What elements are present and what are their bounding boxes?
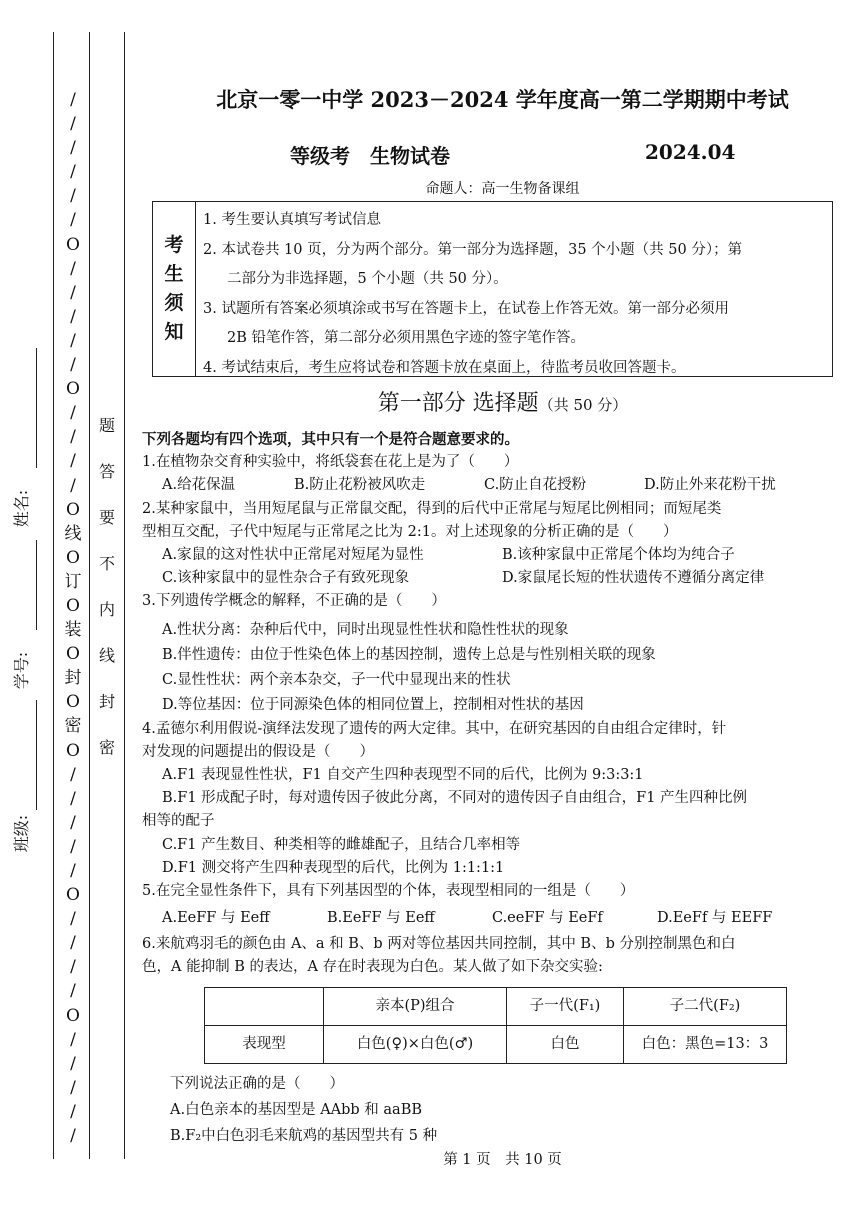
binding-warning-char: 封 — [98, 692, 115, 711]
option: D.EeFf 与 EEFF — [657, 910, 773, 927]
binding-seal-char: / — [70, 258, 76, 279]
binding-seal-char: / — [70, 861, 76, 881]
question-1-stem: 1.在植物杂交育种实验中，将纸袋套在花上是为了（ ） — [142, 454, 519, 471]
notice-item: 1. 考生要认真填写考试信息 — [203, 212, 381, 228]
question-6-prompt: 下列说法正确的是（ ） — [170, 1075, 344, 1092]
binding-seal-char: O — [66, 379, 80, 400]
question-2-options-ab — [142, 544, 854, 567]
option: B.F1 形成配子时，每对遗传因子彼此分离，不同对的遗传因子自由组合，F1 产生四种比例 — [162, 790, 748, 807]
binding-line-left — [53, 32, 54, 1159]
question-2-options-cd — [142, 567, 854, 590]
binding-warning-column — [92, 418, 122, 786]
option-cont: 相等的配子 — [142, 813, 215, 830]
question-2-stem: 2.某种家鼠中，当用短尾鼠与正常鼠交配，得到的后代中正常尾与短尾比例相同；而短尾类 — [142, 500, 722, 517]
table-cell: 白色 — [507, 1025, 624, 1063]
notice-label-char: 知 — [164, 321, 184, 343]
binding-seal-char: / — [70, 1101, 76, 1122]
binding-seal-char: O — [66, 692, 80, 713]
table-header-cell: 子二代(F₂) — [624, 987, 787, 1025]
id-field-line — [36, 700, 37, 810]
binding-seal-char: / — [70, 957, 76, 978]
question-1-options — [142, 474, 854, 497]
question-5-stem: 5.在完全显性条件下，具有下列基因型的个体，表现型相同的一组是（ ） — [142, 883, 635, 900]
binding-seal-char: / — [70, 836, 76, 857]
binding-seal-char: / — [70, 186, 76, 207]
option: C.F1 产生数目、种类相等的雌雄配子，且结合几率相等 — [162, 836, 521, 853]
section-title: 第一部分 选择题 — [377, 391, 539, 416]
question-4-stem-cont: 对发现的问题提出的假设是（ ） — [142, 743, 374, 760]
binding-seal-char: / — [70, 764, 76, 785]
notice-label — [153, 202, 196, 376]
table-header-cell: 亲本(P)组合 — [324, 987, 507, 1025]
class-field-label: 班级: — [12, 814, 32, 853]
subject-label: 等级考 生物试卷 — [290, 144, 450, 168]
binding-seal-char: 装 — [64, 620, 82, 641]
binding-warning-char: 线 — [98, 646, 115, 665]
binding-seal-char: O — [66, 499, 80, 520]
option: D.防止外来花粉干扰 — [644, 477, 776, 494]
notice-item: 2. 本试卷共 10 页，分为两个部分。第一部分为选择题，35 个小题（共 50 分）；第 — [203, 241, 743, 258]
binding-seal-char: 密 — [64, 716, 82, 737]
notice-label-char: 须 — [164, 292, 184, 314]
name-field-line — [36, 348, 37, 468]
binding-seal-char: 线 — [64, 523, 82, 544]
binding-seal-char: / — [70, 355, 76, 376]
binding-seal-char: / — [70, 403, 76, 424]
binding-seal-char: / — [70, 909, 76, 930]
binding-seal-char: / — [70, 162, 76, 183]
binding-seal-char: / — [70, 138, 76, 159]
table-row — [205, 1025, 787, 1063]
table-cell: 表现型 — [205, 1025, 324, 1063]
binding-warning-char: 密 — [98, 738, 115, 757]
binding-warning-char: 内 — [98, 600, 115, 619]
table-header-cell: 子一代(F₁) — [507, 987, 624, 1025]
exam-notice-box — [152, 201, 833, 377]
question-5-options — [142, 903, 854, 933]
binding-warning-char: 不 — [98, 554, 115, 573]
table-header-cell — [205, 987, 324, 1025]
author-line: 命题人：高一生物备课组 — [425, 181, 580, 197]
option: C.防止自花授粉 — [484, 477, 587, 494]
cross-experiment-table — [204, 987, 787, 1064]
binding-seal-char: / — [70, 427, 76, 448]
option: D.F1 测交将产生四种表现型的后代，比例为 1:1:1:1 — [162, 859, 505, 876]
notice-items — [203, 206, 826, 383]
option: D.等位基因：位于同源染色体的相同位置上，控制相对性状的基因 — [162, 696, 584, 713]
binding-seal-char: O — [66, 740, 80, 761]
option: A.给花保温 — [162, 477, 236, 494]
option: A.EeFF 与 Eeff — [162, 910, 270, 927]
binding-seal-char: / — [70, 330, 76, 351]
question-6-stem-cont: 色，A 能抑制 B 的表达，A 存在时表现为白色。某人做了如下杂交实验: — [142, 959, 603, 976]
option: D.家鼠尾长短的性状遗传不遵循分离定律 — [502, 570, 765, 587]
option: A.白色亲本的基因型是 AAbb 和 aaBB — [170, 1101, 423, 1118]
binding-seal-char: / — [70, 981, 76, 1002]
notice-item: 二部分为非选择题，5 个小题（共 50 分）。 — [227, 271, 508, 287]
notice-label-char: 生 — [164, 263, 184, 285]
section-heading — [150, 386, 855, 417]
exam-date: 2024.04 — [645, 140, 736, 164]
binding-seal-char: O — [66, 547, 80, 568]
binding-seal-char: / — [70, 1029, 76, 1050]
option: C.eeFF 与 EeFf — [492, 910, 603, 927]
question-3-stem: 3.下列遗传学概念的解释，不正确的是（ ） — [142, 593, 446, 610]
binding-seal-char: / — [70, 1126, 76, 1147]
binding-seal-column — [58, 92, 88, 1152]
table-header-row — [205, 987, 787, 1025]
binding-seal-char: / — [70, 933, 76, 954]
binding-seal-char: / — [70, 306, 76, 327]
binding-warning-char: 答 — [98, 462, 115, 481]
binding-seal-char: O — [66, 885, 80, 906]
option: C.显性性状：两个亲本杂交，子一代中显现出来的性状 — [162, 671, 511, 688]
binding-seal-char: 订 — [64, 571, 82, 592]
binding-seal-char: / — [70, 282, 76, 303]
question-2-stem-cont: 型相互交配，子代中短尾与正常尾之比为 2:1。对上述现象的分析正确的是（ ） — [142, 523, 678, 540]
section-score: （共 50 分） — [538, 396, 628, 414]
notice-item: 3. 试题所有答案必须填涂或书写在答题卡上，在试卷上作答无效。第一部分必须用 — [203, 300, 729, 317]
binding-warning-char: 题 — [98, 416, 115, 435]
question-6-stem: 6.来航鸡羽毛的颜色由 A、a 和 B、b 两对等位基因共同控制，其中 B、b 分别控制黑色和白 — [142, 936, 736, 953]
binding-line-right — [124, 32, 125, 1159]
binding-warning-char: 要 — [98, 508, 115, 527]
binding-seal-char: / — [70, 210, 76, 231]
option: B.防止花粉被风吹走 — [294, 477, 426, 494]
binding-seal-char: / — [70, 1077, 76, 1098]
notice-item: 2B 铅笔作答，第二部分必须用黑色字迹的签字笔作答。 — [227, 330, 585, 346]
option: B.该种家鼠中正常尾个体均为纯合子 — [502, 547, 735, 564]
question-content — [142, 428, 854, 1149]
option: B.伴性遗传：由位于性染色体上的基因控制，遗传上总是与性别相关联的现象 — [162, 646, 656, 663]
instruction: 下列各题均有四个选项，其中只有一个是符合题意要求的。 — [142, 431, 519, 448]
id-field-label: 学号: — [12, 651, 32, 690]
option: A.F1 表现显性性状，F1 自交产生四种表现型不同的后代，比例为 9:3:3:1 — [162, 767, 644, 784]
binding-line-middle — [89, 32, 90, 1159]
binding-seal-char: O — [66, 644, 80, 665]
binding-seal-char: / — [70, 812, 76, 833]
option: B.F₂中白色羽毛来航鸡的基因型共有 5 种 — [170, 1127, 438, 1144]
binding-seal-char: / — [70, 1053, 76, 1074]
exam-title: 北京一零一中学 2023－2024 学年度高一第二学期期中考试 — [216, 87, 789, 112]
table-cell: 白色：黑色=13：3 — [624, 1025, 787, 1063]
option: B.EeFF 与 Eeff — [327, 910, 435, 927]
binding-seal-char: / — [70, 90, 76, 110]
option: A.性状分离：杂种后代中，同时出现显性性状和隐性性状的现象 — [162, 621, 569, 638]
option: C.该种家鼠中的显性杂合子有致死现象 — [162, 570, 410, 587]
exam-subtitle — [150, 140, 855, 166]
binding-seal-char: O — [66, 595, 80, 616]
binding-seal-char: / — [70, 475, 76, 496]
binding-seal-char: O — [66, 1005, 80, 1026]
binding-seal-char: 封 — [64, 668, 82, 689]
option: A.家鼠的这对性状中正常尾对短尾为显性 — [162, 547, 424, 564]
name-field-label: 姓名: — [12, 489, 32, 528]
page-number: 第 1 页 共 10 页 — [443, 1152, 562, 1168]
binding-seal-char: O — [66, 234, 80, 255]
name-field-line-2 — [36, 540, 37, 630]
table-cell: 白色(♀)×白色(♂) — [324, 1025, 507, 1063]
notice-item: 4. 考试结束后，考生应将试卷和答题卡放在桌面上，待监考员收回答题卡。 — [203, 359, 686, 376]
binding-seal-char: / — [70, 114, 76, 135]
question-4-stem: 4.孟德尔利用假说-演绎法发现了遗传的两大定律。其中，在研究基因的自由组合定律时，针 — [142, 720, 727, 737]
notice-label-char: 考 — [164, 234, 184, 256]
binding-seal-char: / — [70, 451, 76, 472]
binding-seal-char: / — [70, 788, 76, 809]
